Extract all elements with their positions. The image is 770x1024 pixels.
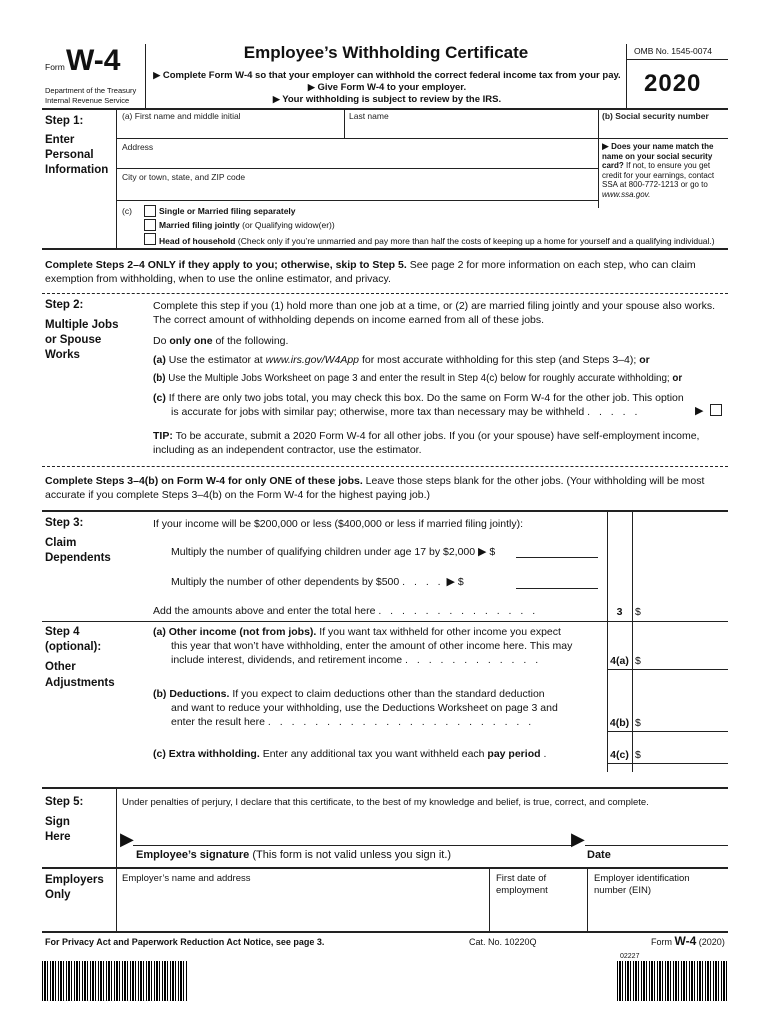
step4b-line2: and want to reduce your withholding, use the Deductions Worksheet on page 3 and: [171, 702, 558, 714]
step3-title-line2: Dependents: [45, 552, 111, 564]
last-name-field[interactable]: [347, 122, 595, 136]
step4a-line3: include interest, dividends, and retirement income . . . . . . . . . . . .: [171, 654, 542, 666]
note-steps-3-4b: Complete Steps 3–4(b) on Form W-4 for only ONE of these jobs. Leave those steps blank for the other jobs. (Your withholding will be most accurate if you complete Steps 3–4(b) on the Form W-4 for the highest paying job.): [45, 475, 705, 501]
arrow-right-icon: ▶: [272, 94, 280, 104]
step4-title-line2: Adjustments: [45, 677, 115, 689]
step5-title-line1: Sign: [45, 816, 70, 828]
step4c-line: (c) Extra withholding. Enter any additional tax you want withheld each pay period .: [153, 748, 550, 760]
arrow-right-icon: ▶: [153, 70, 161, 80]
city-state-zip-field[interactable]: [120, 183, 595, 197]
arrow-right-icon: ▶: [602, 141, 609, 151]
step2-option-a: (a) Use the estimator at www.irs.gov/W4App for most accurate withholding for this step (and Steps 3–4); or: [153, 354, 650, 366]
barcode-left: [42, 961, 187, 1001]
irs-name: Internal Revenue Service: [45, 96, 130, 105]
step1-title-line1: Enter: [45, 134, 75, 146]
step5-title-line2: Here: [45, 831, 71, 843]
omb-number: OMB No. 1545-0074: [634, 46, 712, 56]
first-name-field[interactable]: [120, 122, 342, 136]
line-4b-dollar: $: [635, 717, 641, 729]
children-amount-field[interactable]: [518, 544, 596, 557]
step1-title-line2: Personal: [45, 149, 94, 161]
step5-label: Step 5:: [45, 796, 84, 808]
arrow-right-icon: ▶: [695, 405, 704, 417]
first-date-employment-field[interactable]: [492, 899, 584, 927]
employers-title-line2: Only: [45, 889, 71, 901]
line-4a-amount-field[interactable]: [645, 652, 725, 667]
step2-title-line2: or Spouse: [45, 334, 102, 346]
line-3-number: 3: [616, 606, 623, 618]
instruction-2: ▶ Give Form W-4 to your employer.: [307, 82, 467, 93]
step2-only-one: Do only one of the following.: [153, 335, 289, 347]
step3-label: Step 3:: [45, 517, 84, 529]
line-4a-dollar: $: [635, 655, 641, 667]
instruction-3: ▶ Your withholding is subject to review by the IRS.: [272, 94, 502, 105]
step4-label: Step 4: [45, 626, 80, 638]
line-4b-amount-field[interactable]: [645, 714, 725, 729]
other-dependents-amount-field[interactable]: [518, 575, 596, 588]
line-4c-dollar: $: [635, 749, 641, 761]
first-name-label: (a) First name and middle initial: [122, 111, 241, 121]
step2-option-c-line2: is accurate for jobs with similar pay; otherwise, more tax than necessary may be withheld . . . . .: [171, 406, 641, 418]
signature-label: Employee’s signature (This form is not valid unless you sign it.): [136, 849, 452, 861]
arrow-right-icon: ▶: [571, 829, 585, 849]
employee-signature-field[interactable]: [134, 826, 572, 844]
step3-other-dependents-line: Multiply the number of other dependents by $500 . . . . ▶ $: [171, 576, 464, 588]
single-label: Single or Married filing separately: [159, 206, 296, 216]
footer-code: 02227: [620, 953, 640, 960]
line-3-dollar: $: [635, 606, 641, 618]
married-jointly-label: Married filing jointly (or Qualifying widow(er)): [159, 220, 335, 230]
address-field[interactable]: [120, 153, 595, 167]
footer-form-id: Form W-4 (2020): [651, 934, 725, 948]
note-steps-2-4: Complete Steps 2–4 ONLY if they apply to you; otherwise, skip to Step 5. See page 2 for more information on each step, who can claim exemption from withholding, when to use the online estimator, and privacy.: [45, 259, 696, 285]
two-jobs-checkbox[interactable]: [710, 404, 722, 416]
head-of-household-checkbox[interactable]: [144, 233, 156, 245]
ssn-label: (b) Social security number: [602, 111, 709, 121]
line-4b-number: 4(b): [609, 717, 630, 729]
instruction-1: ▶ Complete Form W-4 so that your employer can withhold the correct federal income tax from your pay.: [153, 70, 621, 81]
form-title: Employee’s Withholding Certificate: [243, 43, 529, 62]
step4-title-line1: Other: [45, 661, 76, 673]
step2-title-line1: Multiple Jobs: [45, 319, 119, 331]
ssn-field[interactable]: [600, 122, 726, 136]
step4a-line1: (a) Other income (not from jobs). If you want tax withheld for other income you expect: [153, 626, 561, 638]
arrow-right-icon: ▶: [120, 829, 134, 849]
step2-intro: Complete this step if you (1) hold more than one job at a time, or (2) are married filing jointly and your spouse also works. The correct amount of withholding depends on income earned from all of these jobs.: [153, 300, 716, 326]
privacy-notice: For Privacy Act and Paperwork Reduction Act Notice, see page 3.: [45, 937, 325, 947]
form-word: Form: [45, 62, 65, 72]
ein-field[interactable]: [590, 899, 726, 927]
step4-optional: (optional):: [45, 641, 102, 653]
step3-total-line: Add the amounts above and enter the total here . . . . . . . . . . . . . .: [153, 605, 539, 617]
ein-label: Employer identification number (EIN): [594, 873, 690, 896]
step3-title-line1: Claim: [45, 537, 77, 549]
employer-name-address-label: Employer’s name and address: [122, 873, 251, 884]
step1-label: Step 1:: [45, 115, 84, 127]
tax-year: 2020: [644, 70, 702, 97]
form-name: W-4: [66, 44, 121, 77]
step4b-line3: enter the result here . . . . . . . . . . . . . . . . . . . . . . .: [171, 716, 535, 728]
line-4c-amount-field[interactable]: [645, 746, 725, 761]
step2-title-line3: Works: [45, 349, 80, 361]
signature-date-field[interactable]: [586, 826, 726, 844]
address-label: Address: [122, 142, 154, 152]
line-4a-number: 4(a): [610, 655, 629, 667]
head-of-household-label: Head of household (Check only if you’re unmarried and pay more than half the costs of keeping up a home for yourself and a qualifying individual.): [159, 236, 715, 246]
step2-option-c-line1: (c) If there are only two jobs total, you may check this box. Do the same on Form W-4 for the other job. This option: [153, 392, 684, 404]
first-date-employment-label: First date of employment: [496, 873, 548, 896]
line-3-amount-field[interactable]: [645, 604, 725, 619]
employers-title-line1: Employers: [45, 874, 104, 886]
step3-intro: If your income will be $200,000 or less ($400,000 or less if married filing jointly):: [153, 518, 524, 530]
date-label: Date: [587, 849, 611, 861]
perjury-statement: Under penalties of perjury, I declare that this certificate, to the best of my knowledge and belief, is true, correct, and complete.: [122, 797, 649, 808]
filing-status-label: (c): [122, 206, 132, 216]
single-checkbox[interactable]: [144, 205, 156, 217]
arrow-right-icon: ▶: [307, 82, 315, 92]
step3-children-line: Multiply the number of qualifying children under age 17 by $2,000 ▶ $: [171, 546, 496, 558]
line-4c-number: 4(c): [610, 749, 629, 761]
step1-title-line3: Information: [45, 164, 109, 176]
barcode-right: [617, 961, 728, 1001]
married-jointly-checkbox[interactable]: [144, 219, 156, 231]
ssn-note: ▶ Does your name match the name on your social security card? If not, to ensure you get credit for your earnings, contact SSA at 800-772-1213 or go to www.ssa.gov.: [602, 141, 715, 199]
catalog-number: Cat. No. 10220Q: [469, 937, 537, 947]
step2-option-b: (b) Use the Multiple Jobs Worksheet on page 3 and enter the result in Step 4(c) below for roughly accurate withholding; or: [153, 373, 683, 384]
step2-label: Step 2:: [45, 299, 84, 311]
step2-tip: TIP: To be accurate, submit a 2020 Form W-4 for all other jobs. If you (or your spouse) have self-employment income, including as an independent contractor, use the estimator.: [153, 430, 700, 456]
city-state-zip-label: City or town, state, and ZIP code: [122, 172, 246, 182]
employer-name-address-field[interactable]: [120, 887, 486, 927]
step4b-line1: (b) Deductions. If you expect to claim deductions other than the standard deduction: [153, 688, 545, 700]
last-name-label: Last name: [349, 111, 389, 121]
step4a-line2: this year that won’t have withholding, enter the amount of other income here. This may: [171, 640, 573, 652]
dept-name: Department of the Treasury: [45, 86, 137, 95]
